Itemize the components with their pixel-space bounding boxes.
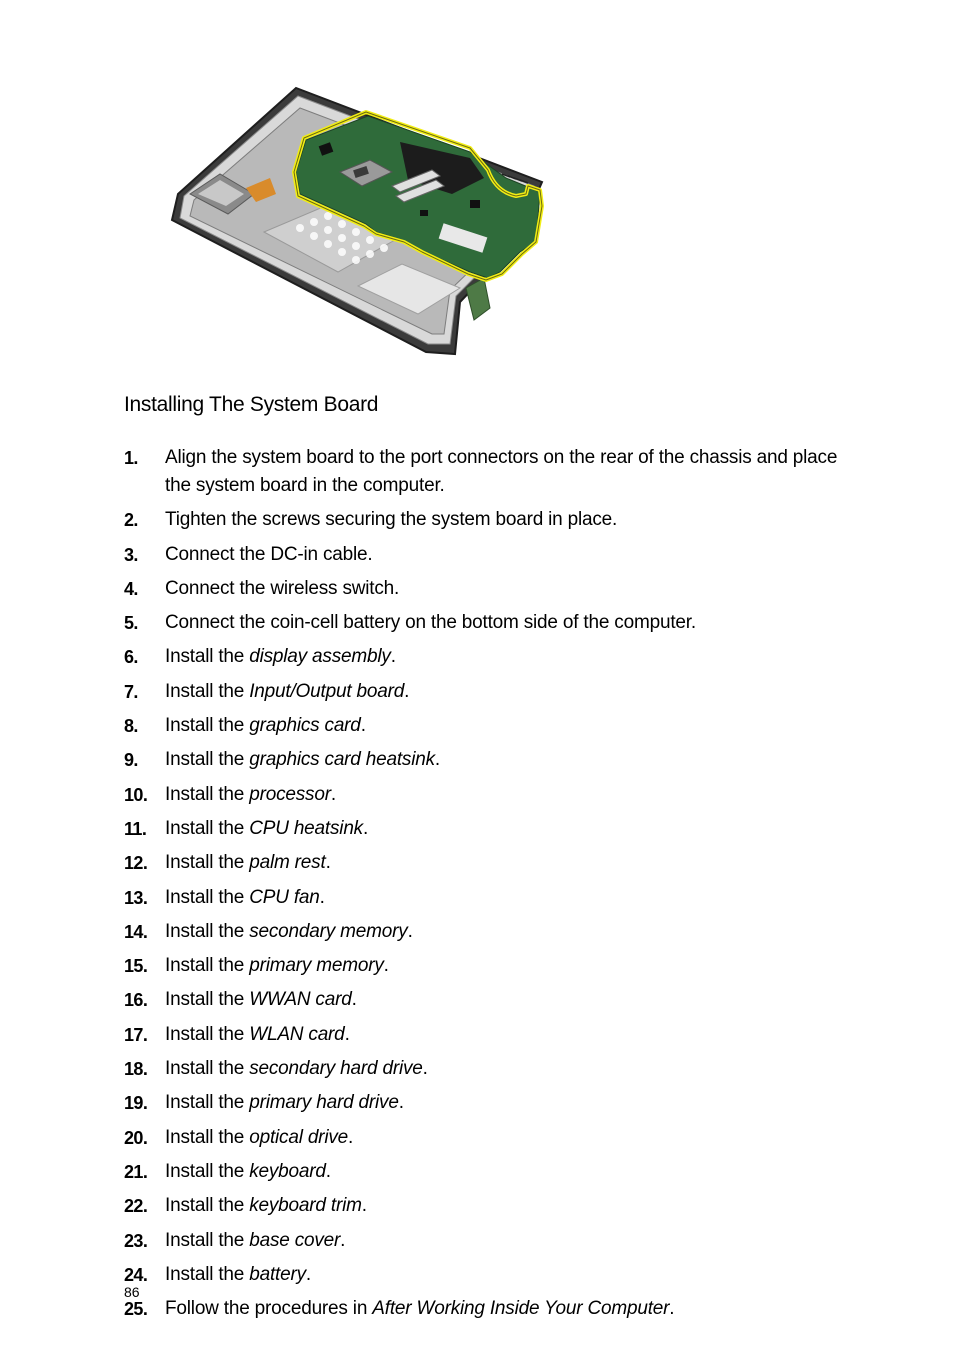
- step-number: 17.: [124, 1024, 148, 1045]
- step-text-plain: Follow the procedures in: [165, 1298, 373, 1320]
- step-number: 2.: [124, 510, 138, 531]
- step-text: [165, 1161, 331, 1182]
- step-text-suffix: .: [434, 749, 441, 771]
- step-text-plain: Install the: [165, 749, 250, 771]
- step-item: [124, 1227, 844, 1255]
- step-item: [124, 1158, 844, 1186]
- step-item: [124, 712, 844, 740]
- step-text: [165, 447, 837, 496]
- step-text-suffix: .: [362, 817, 369, 839]
- step-text: [165, 921, 413, 942]
- step-number: 1.: [124, 448, 138, 468]
- step-text: [165, 1024, 350, 1045]
- step-text: [165, 509, 617, 530]
- step-text: [165, 818, 368, 839]
- step-text-plain: Install the: [165, 646, 250, 668]
- step-text-suffix: .: [361, 1195, 367, 1217]
- laptop-chassis-system-board-photo: [170, 82, 580, 358]
- step-text: [165, 646, 396, 667]
- step-item: [124, 643, 844, 671]
- step-link-reference: processor: [249, 783, 331, 805]
- step-link-reference: After Working Inside Your Computer: [372, 1298, 670, 1320]
- step-item: [124, 952, 844, 980]
- step-text-suffix: .: [325, 852, 331, 874]
- step-number: 4.: [124, 578, 138, 599]
- step-number: 21.: [124, 1161, 148, 1182]
- step-text-plain: Align the system board to the port connectors on the rear of the chassis and place the system board in the computer.: [165, 447, 838, 496]
- step-text-plain: Install the: [165, 1058, 250, 1080]
- step-text-plain: Install the: [165, 715, 250, 737]
- step-link-reference: Input/Output board: [249, 680, 405, 702]
- step-number: 9.: [124, 750, 138, 771]
- step-number: 24.: [124, 1264, 148, 1285]
- step-item: [124, 1124, 844, 1152]
- step-item: [124, 849, 844, 877]
- step-link-reference: primary hard drive: [249, 1092, 399, 1114]
- step-text-plain: Install the: [165, 1023, 250, 1045]
- step-text-suffix: .: [404, 680, 410, 702]
- step-text-suffix: .: [422, 1058, 428, 1080]
- step-text-plain: Install the: [165, 783, 250, 805]
- step-link-reference: CPU fan: [249, 886, 320, 908]
- step-text: [165, 887, 325, 908]
- step-number: 8.: [124, 716, 138, 737]
- step-item: [124, 609, 844, 637]
- step-text-plain: Install the: [165, 852, 250, 874]
- step-link-reference: secondary memory: [249, 920, 408, 942]
- step-item: [124, 815, 844, 843]
- installation-steps-list: [124, 444, 844, 1329]
- step-number: 23.: [124, 1230, 148, 1251]
- step-number: 12.: [124, 853, 148, 874]
- step-text-plain: Install the: [165, 886, 250, 908]
- step-text: [165, 1230, 345, 1251]
- step-text: [165, 1264, 311, 1285]
- step-text: [165, 989, 357, 1010]
- step-text-plain: Install the: [165, 955, 250, 977]
- step-item: [124, 1089, 844, 1117]
- step-link-reference: graphics card: [249, 715, 361, 737]
- step-item: [124, 1192, 844, 1220]
- step-text-plain: Install the: [165, 989, 250, 1011]
- step-text-plain: Install the: [165, 920, 250, 942]
- step-text-plain: Install the: [165, 1126, 250, 1148]
- step-number: 5.: [124, 613, 138, 634]
- step-text: [165, 784, 336, 805]
- step-text-plain: Install the: [165, 1229, 250, 1251]
- step-text-plain: Connect the wireless switch.: [165, 577, 400, 599]
- step-text-plain: Connect the coin-cell battery on the bottom side of the computer.: [165, 612, 696, 634]
- step-link-reference: optical drive: [249, 1126, 349, 1148]
- step-link-reference: display assembly: [249, 646, 391, 668]
- step-item: [124, 986, 844, 1014]
- step-text-suffix: .: [325, 1160, 331, 1182]
- step-text: [165, 544, 372, 565]
- step-text: [165, 749, 440, 770]
- step-text-suffix: .: [305, 1263, 311, 1285]
- step-link-reference: battery: [249, 1263, 306, 1285]
- step-link-reference: base cover: [249, 1229, 341, 1251]
- step-item: [124, 746, 844, 774]
- step-text-plain: Tighten the screws securing the system board in place.: [165, 509, 618, 531]
- step-text-suffix: .: [383, 955, 389, 977]
- step-item: [124, 444, 844, 500]
- step-number: 13.: [124, 887, 148, 908]
- step-number: 10.: [124, 784, 148, 805]
- step-text-suffix: .: [669, 1298, 675, 1320]
- step-text: [165, 1127, 353, 1148]
- step-text-suffix: .: [390, 646, 396, 668]
- step-text-plain: Install the: [165, 1092, 250, 1114]
- step-text-suffix: .: [330, 783, 336, 805]
- step-item: [124, 678, 844, 706]
- section-heading: Installing The System Board: [124, 393, 379, 416]
- step-text-suffix: .: [407, 920, 413, 942]
- step-number: 19.: [124, 1093, 148, 1114]
- step-text: [165, 1058, 428, 1079]
- step-number: 15.: [124, 956, 148, 977]
- step-text-suffix: .: [351, 989, 357, 1011]
- step-text-plain: Install the: [165, 1195, 250, 1217]
- step-number: 6.: [124, 647, 138, 668]
- step-text-suffix: .: [348, 1126, 354, 1148]
- step-item: [124, 1261, 844, 1289]
- step-text-suffix: .: [344, 1023, 350, 1045]
- step-text: [165, 1298, 674, 1319]
- step-text-plain: Install the: [165, 817, 250, 839]
- step-item: [124, 1295, 844, 1323]
- step-number: 14.: [124, 921, 148, 942]
- step-link-reference: graphics card heatsink: [249, 749, 435, 771]
- step-link-reference: CPU heatsink: [249, 817, 363, 839]
- step-item: [124, 918, 844, 946]
- step-link-reference: WLAN card: [249, 1023, 345, 1045]
- step-item: [124, 575, 844, 603]
- step-item: [124, 506, 844, 534]
- step-item: [124, 781, 844, 809]
- step-text-suffix: .: [360, 715, 366, 737]
- step-link-reference: keyboard trim: [249, 1195, 362, 1217]
- step-item: [124, 884, 844, 912]
- step-link-reference: keyboard: [249, 1160, 326, 1182]
- step-item: [124, 1021, 844, 1049]
- step-text: [165, 1092, 404, 1113]
- step-link-reference: WWAN card: [249, 989, 352, 1011]
- step-number: 25.: [124, 1299, 148, 1320]
- step-text: [165, 1195, 367, 1216]
- step-text-suffix: .: [319, 886, 325, 908]
- step-link-reference: secondary hard drive: [249, 1058, 423, 1080]
- step-link-reference: palm rest: [249, 852, 326, 874]
- step-text: [165, 852, 331, 873]
- step-text-plain: Connect the DC-in cable.: [165, 543, 373, 565]
- step-number: 7.: [124, 681, 138, 702]
- step-text: [165, 578, 399, 599]
- step-number: 22.: [124, 1196, 148, 1217]
- step-text-plain: Install the: [165, 680, 250, 702]
- step-text-suffix: .: [340, 1229, 346, 1251]
- step-text: [165, 715, 366, 736]
- step-number: 11.: [124, 818, 147, 839]
- page-number: 86: [124, 1284, 140, 1300]
- step-text: [165, 612, 696, 633]
- system-board-figure: [170, 82, 580, 358]
- step-text: [165, 955, 389, 976]
- step-link-reference: primary memory: [249, 955, 384, 977]
- step-text: [165, 681, 409, 702]
- step-text-plain: Install the: [165, 1263, 250, 1285]
- step-number: 18.: [124, 1059, 148, 1080]
- step-item: [124, 1055, 844, 1083]
- step-number: 20.: [124, 1127, 148, 1148]
- step-number: 16.: [124, 990, 148, 1011]
- step-text-suffix: .: [398, 1092, 404, 1114]
- step-number: 3.: [124, 544, 138, 565]
- step-item: [124, 541, 844, 569]
- step-text-plain: Install the: [165, 1160, 250, 1182]
